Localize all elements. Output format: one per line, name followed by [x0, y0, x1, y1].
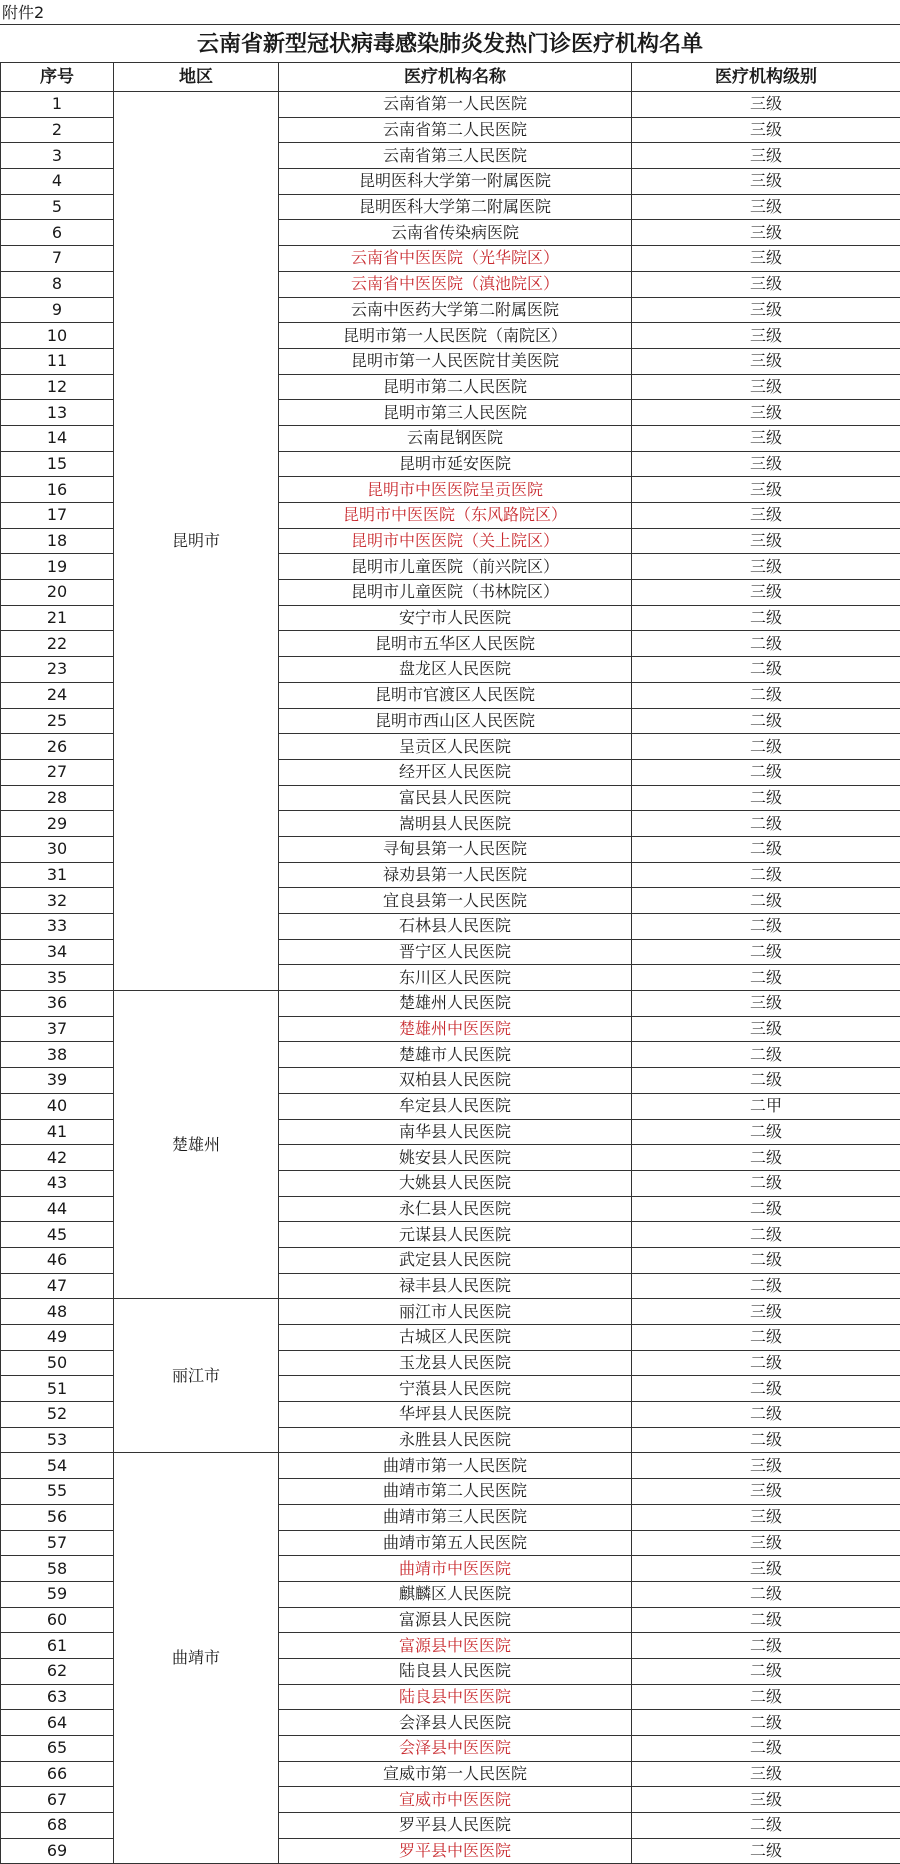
hospital-name: 罗平县中医医院 [279, 1838, 632, 1864]
row-number: 46 [1, 1247, 114, 1273]
hospital-level: 三级 [632, 143, 900, 169]
hospital-level: 二级 [632, 836, 900, 862]
hospital-level: 三级 [632, 1530, 900, 1556]
row-number: 34 [1, 939, 114, 965]
hospital-level: 二级 [632, 1068, 900, 1094]
row-number: 53 [1, 1427, 114, 1453]
hospital-name: 曲靖市第二人民医院 [279, 1479, 632, 1505]
hospital-name: 楚雄州人民医院 [279, 991, 632, 1017]
hospital-name: 云南省传染病医院 [279, 220, 632, 246]
hospital-level: 三级 [632, 348, 900, 374]
hospital-name: 昆明医科大学第二附属医院 [279, 194, 632, 220]
row-number: 61 [1, 1633, 114, 1659]
hospital-name: 陆良县中医医院 [279, 1684, 632, 1710]
hospital-level: 二级 [632, 914, 900, 940]
hospital-level: 二级 [632, 1247, 900, 1273]
hospital-level: 二级 [632, 682, 900, 708]
hospital-level: 二级 [632, 759, 900, 785]
hospital-name: 昆明市儿童医院（前兴院区） [279, 554, 632, 580]
table-row [1, 92, 900, 118]
row-number: 55 [1, 1479, 114, 1505]
hospital-name: 昆明市中医医院（关上院区） [279, 528, 632, 554]
hospital-name: 华坪县人民医院 [279, 1402, 632, 1428]
row-number: 17 [1, 503, 114, 529]
hospital-name: 云南省中医医院（滇池院区） [279, 271, 632, 297]
region-cell: 楚雄州 [114, 991, 279, 1299]
hospital-level: 三级 [632, 991, 900, 1017]
hospital-name: 罗平县人民医院 [279, 1813, 632, 1839]
hospital-level: 二级 [632, 1196, 900, 1222]
hospital-level: 三级 [632, 528, 900, 554]
row-number: 11 [1, 348, 114, 374]
hospital-name: 曲靖市第一人民医院 [279, 1453, 632, 1479]
hospital-name: 麒麟区人民医院 [279, 1581, 632, 1607]
header-name: 医疗机构名称 [279, 63, 632, 92]
row-number: 28 [1, 785, 114, 811]
row-number: 67 [1, 1787, 114, 1813]
hospital-name: 盘龙区人民医院 [279, 657, 632, 683]
hospital-level: 二级 [632, 734, 900, 760]
row-number: 7 [1, 246, 114, 272]
hospital-name: 丽江市人民医院 [279, 1299, 632, 1325]
hospital-level: 二级 [632, 1402, 900, 1428]
hospital-name: 昆明医科大学第一附属医院 [279, 169, 632, 195]
hospital-name: 陆良县人民医院 [279, 1658, 632, 1684]
hospital-name: 古城区人民医院 [279, 1325, 632, 1351]
table-row [1, 991, 900, 1017]
hospital-level: 二级 [632, 1170, 900, 1196]
row-number: 10 [1, 323, 114, 349]
row-number: 8 [1, 271, 114, 297]
hospital-level: 三级 [632, 451, 900, 477]
hospital-level: 三级 [632, 477, 900, 503]
hospital-level: 二甲 [632, 1093, 900, 1119]
row-number: 14 [1, 425, 114, 451]
hospital-level: 三级 [632, 580, 900, 606]
hospital-name: 宣威市中医医院 [279, 1787, 632, 1813]
table-row [1, 1299, 900, 1325]
row-number: 51 [1, 1376, 114, 1402]
hospital-name: 昆明市五华区人民医院 [279, 631, 632, 657]
hospital-level: 三级 [632, 323, 900, 349]
row-number: 24 [1, 682, 114, 708]
hospital-level: 三级 [632, 1504, 900, 1530]
hospital-name: 宜良县第一人民医院 [279, 888, 632, 914]
hospital-name: 曲靖市第五人民医院 [279, 1530, 632, 1556]
hospital-name: 云南省第三人民医院 [279, 143, 632, 169]
hospital-name: 富源县中医医院 [279, 1633, 632, 1659]
hospital-name: 永胜县人民医院 [279, 1427, 632, 1453]
hospital-level: 二级 [632, 888, 900, 914]
row-number: 4 [1, 169, 114, 195]
hospital-name: 云南中医药大学第二附属医院 [279, 297, 632, 323]
row-number: 15 [1, 451, 114, 477]
row-number: 60 [1, 1607, 114, 1633]
region-cell: 丽江市 [114, 1299, 279, 1453]
hospital-name: 双柏县人民医院 [279, 1068, 632, 1094]
row-number: 22 [1, 631, 114, 657]
hospital-name: 昆明市第二人民医院 [279, 374, 632, 400]
hospital-level: 二级 [632, 1813, 900, 1839]
row-number: 63 [1, 1684, 114, 1710]
hospital-name: 富源县人民医院 [279, 1607, 632, 1633]
row-number: 65 [1, 1736, 114, 1762]
row-number: 2 [1, 117, 114, 143]
hospital-level: 三级 [632, 246, 900, 272]
row-number: 54 [1, 1453, 114, 1479]
hospital-name: 昆明市官渡区人民医院 [279, 682, 632, 708]
row-number: 42 [1, 1145, 114, 1171]
row-number: 38 [1, 1042, 114, 1068]
row-number: 68 [1, 1813, 114, 1839]
hospital-name: 富民县人民医院 [279, 785, 632, 811]
hospital-name: 云南昆钢医院 [279, 425, 632, 451]
row-number: 16 [1, 477, 114, 503]
table-row [1, 1453, 900, 1479]
hospital-name: 元谋县人民医院 [279, 1222, 632, 1248]
row-number: 23 [1, 657, 114, 683]
hospital-name: 呈贡区人民医院 [279, 734, 632, 760]
row-number: 12 [1, 374, 114, 400]
hospital-level: 三级 [632, 1453, 900, 1479]
row-number: 32 [1, 888, 114, 914]
hospital-name: 禄劝县第一人民医院 [279, 862, 632, 888]
hospital-name: 姚安县人民医院 [279, 1145, 632, 1171]
hospital-name: 经开区人民医院 [279, 759, 632, 785]
hospital-level: 二级 [632, 708, 900, 734]
hospital-level: 二级 [632, 939, 900, 965]
header-level: 医疗机构级别 [632, 63, 900, 92]
row-number: 26 [1, 734, 114, 760]
hospital-level: 三级 [632, 1761, 900, 1787]
hospital-level: 二级 [632, 657, 900, 683]
hospital-name: 昆明市第三人民医院 [279, 400, 632, 426]
row-number: 13 [1, 400, 114, 426]
row-number: 30 [1, 836, 114, 862]
hospital-name: 云南省中医医院（光华院区） [279, 246, 632, 272]
hospital-name: 晋宁区人民医院 [279, 939, 632, 965]
hospital-level: 二级 [632, 1325, 900, 1351]
hospital-level: 三级 [632, 194, 900, 220]
hospital-level: 二级 [632, 1376, 900, 1402]
hospital-name: 昆明市第一人民医院甘美医院 [279, 348, 632, 374]
hospital-level: 二级 [632, 1658, 900, 1684]
hospital-level: 三级 [632, 169, 900, 195]
hospital-name: 昆明市延安医院 [279, 451, 632, 477]
row-number: 33 [1, 914, 114, 940]
hospital-name: 会泽县中医医院 [279, 1736, 632, 1762]
row-number: 44 [1, 1196, 114, 1222]
hospital-name: 寻甸县第一人民医院 [279, 836, 632, 862]
row-number: 58 [1, 1556, 114, 1582]
row-number: 19 [1, 554, 114, 580]
row-number: 37 [1, 1016, 114, 1042]
hospital-level: 二级 [632, 1710, 900, 1736]
hospital-name: 曲靖市中医医院 [279, 1556, 632, 1582]
row-number: 41 [1, 1119, 114, 1145]
hospital-name: 会泽县人民医院 [279, 1710, 632, 1736]
hospital-level: 二级 [632, 631, 900, 657]
row-number: 6 [1, 220, 114, 246]
hospital-level: 三级 [632, 271, 900, 297]
hospital-name: 宣威市第一人民医院 [279, 1761, 632, 1787]
header-no: 序号 [1, 63, 114, 92]
row-number: 36 [1, 991, 114, 1017]
row-number: 1 [1, 92, 114, 118]
hospital-level: 二级 [632, 1145, 900, 1171]
hospital-name: 楚雄市人民医院 [279, 1042, 632, 1068]
row-number: 27 [1, 759, 114, 785]
hospital-level: 二级 [632, 1427, 900, 1453]
hospital-level: 三级 [632, 503, 900, 529]
hospital-level: 二级 [632, 1633, 900, 1659]
row-number: 31 [1, 862, 114, 888]
row-number: 3 [1, 143, 114, 169]
row-number: 57 [1, 1530, 114, 1556]
annex-label: 附件2 [0, 0, 44, 24]
hospital-level: 三级 [632, 1479, 900, 1505]
hospital-level: 三级 [632, 425, 900, 451]
row-number: 39 [1, 1068, 114, 1094]
region-cell: 曲靖市 [114, 1453, 279, 1864]
hospital-level: 二级 [632, 1350, 900, 1376]
row-number: 29 [1, 811, 114, 837]
hospital-level: 二级 [632, 1607, 900, 1633]
hospital-level: 二级 [632, 1273, 900, 1299]
row-number: 35 [1, 965, 114, 991]
hospital-name: 南华县人民医院 [279, 1119, 632, 1145]
row-number: 66 [1, 1761, 114, 1787]
row-number: 20 [1, 580, 114, 606]
row-number: 47 [1, 1273, 114, 1299]
region-cell: 昆明市 [114, 92, 279, 991]
hospital-level: 二级 [632, 1119, 900, 1145]
hospital-name: 楚雄州中医医院 [279, 1016, 632, 1042]
hospital-name: 安宁市人民医院 [279, 605, 632, 631]
hospital-level: 二级 [632, 605, 900, 631]
hospital-level: 二级 [632, 1684, 900, 1710]
hospital-level: 三级 [632, 400, 900, 426]
hospital-name: 昆明市中医医院呈贡医院 [279, 477, 632, 503]
hospital-level: 三级 [632, 92, 900, 118]
hospital-table [0, 62, 900, 1864]
row-number: 56 [1, 1504, 114, 1530]
hospital-level: 三级 [632, 117, 900, 143]
hospital-level: 二级 [632, 1838, 900, 1864]
header-region: 地区 [114, 63, 279, 92]
row-number: 48 [1, 1299, 114, 1325]
hospital-level: 三级 [632, 1016, 900, 1042]
hospital-level: 二级 [632, 965, 900, 991]
table-body [1, 92, 900, 1864]
hospital-name: 永仁县人民医院 [279, 1196, 632, 1222]
hospital-level: 三级 [632, 297, 900, 323]
hospital-name: 武定县人民医院 [279, 1247, 632, 1273]
row-number: 52 [1, 1402, 114, 1428]
row-number: 64 [1, 1710, 114, 1736]
hospital-name: 禄丰县人民医院 [279, 1273, 632, 1299]
row-number: 18 [1, 528, 114, 554]
hospital-level: 二级 [632, 811, 900, 837]
table-header-row [1, 63, 900, 92]
row-number: 9 [1, 297, 114, 323]
row-number: 21 [1, 605, 114, 631]
row-number: 59 [1, 1581, 114, 1607]
hospital-name: 云南省第二人民医院 [279, 117, 632, 143]
row-number: 50 [1, 1350, 114, 1376]
hospital-name: 云南省第一人民医院 [279, 92, 632, 118]
hospital-level: 三级 [632, 374, 900, 400]
hospital-name: 昆明市西山区人民医院 [279, 708, 632, 734]
hospital-level: 二级 [632, 785, 900, 811]
hospital-name: 昆明市儿童医院（书林院区） [279, 580, 632, 606]
hospital-name: 大姚县人民医院 [279, 1170, 632, 1196]
row-number: 45 [1, 1222, 114, 1248]
hospital-name: 宁蒗县人民医院 [279, 1376, 632, 1402]
hospital-level: 三级 [632, 220, 900, 246]
hospital-level: 二级 [632, 1222, 900, 1248]
hospital-level: 三级 [632, 1299, 900, 1325]
row-number: 40 [1, 1093, 114, 1119]
hospital-level: 二级 [632, 862, 900, 888]
hospital-name: 昆明市中医医院（东风路院区） [279, 503, 632, 529]
row-number: 5 [1, 194, 114, 220]
hospital-name: 昆明市第一人民医院（南院区） [279, 323, 632, 349]
row-number: 69 [1, 1838, 114, 1864]
hospital-level: 二级 [632, 1042, 900, 1068]
hospital-name: 嵩明县人民医院 [279, 811, 632, 837]
hospital-name: 石林县人民医院 [279, 914, 632, 940]
row-number: 49 [1, 1325, 114, 1351]
hospital-name: 东川区人民医院 [279, 965, 632, 991]
hospital-name: 牟定县人民医院 [279, 1093, 632, 1119]
hospital-level: 三级 [632, 1787, 900, 1813]
hospital-level: 二级 [632, 1581, 900, 1607]
document-title: 云南省新型冠状病毒感染肺炎发热门诊医疗机构名单 [0, 24, 900, 63]
hospital-name: 玉龙县人民医院 [279, 1350, 632, 1376]
hospital-level: 三级 [632, 554, 900, 580]
hospital-name: 曲靖市第三人民医院 [279, 1504, 632, 1530]
row-number: 62 [1, 1658, 114, 1684]
hospital-level: 三级 [632, 1556, 900, 1582]
row-number: 43 [1, 1170, 114, 1196]
row-number: 25 [1, 708, 114, 734]
hospital-level: 二级 [632, 1736, 900, 1762]
